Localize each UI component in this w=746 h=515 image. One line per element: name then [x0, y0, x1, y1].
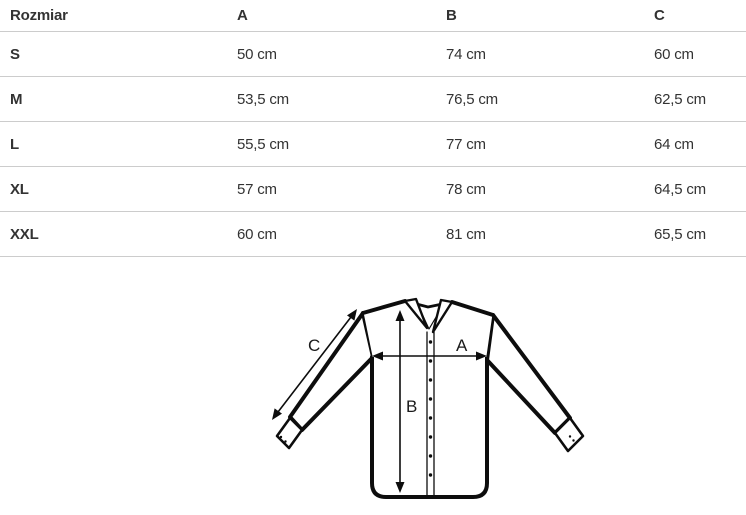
- value-a: 55,5 cm: [227, 122, 436, 167]
- header-b: B: [436, 0, 644, 32]
- value-c: 64 cm: [644, 122, 746, 167]
- value-b: 81 cm: [436, 212, 644, 257]
- value-b: 77 cm: [436, 122, 644, 167]
- value-b: 74 cm: [436, 32, 644, 77]
- size-label: XL: [0, 167, 227, 212]
- right-cuff-button: [569, 435, 571, 437]
- header-c: C: [644, 0, 746, 32]
- value-c: 65,5 cm: [644, 212, 746, 257]
- value-a: 53,5 cm: [227, 77, 436, 122]
- size-table: [0, 0, 746, 257]
- size-label: S: [0, 32, 227, 77]
- value-a: 57 cm: [227, 167, 436, 212]
- table-row-s: [0, 32, 746, 77]
- left-sleeve: [290, 313, 373, 430]
- header-rozmiar: Rozmiar: [0, 0, 227, 32]
- size-label: L: [0, 122, 227, 167]
- shirt-measurement-diagram: [250, 285, 610, 515]
- left-cuff-button: [284, 440, 286, 442]
- size-label: XXL: [0, 212, 227, 257]
- label-b: B: [406, 397, 418, 416]
- label-a: A: [456, 336, 468, 355]
- header-row: [0, 0, 746, 32]
- size-label: M: [0, 77, 227, 122]
- table-row-m: [0, 77, 746, 122]
- right-cuff-button: [572, 439, 574, 441]
- value-a: 60 cm: [227, 212, 436, 257]
- left-cuff-button: [280, 436, 282, 438]
- table-row-xl: [0, 167, 746, 212]
- size-table-header: [0, 0, 746, 32]
- value-c: 64,5 cm: [644, 167, 746, 212]
- table-row-xxl: [0, 212, 746, 257]
- right-sleeve: [487, 315, 570, 433]
- header-a: A: [227, 0, 436, 32]
- shirt-diagram-svg: [250, 285, 610, 515]
- value-b: 78 cm: [436, 167, 644, 212]
- label-c: C: [308, 336, 321, 355]
- value-c: 62,5 cm: [644, 77, 746, 122]
- value-b: 76,5 cm: [436, 77, 644, 122]
- table-row-l: [0, 122, 746, 167]
- value-a: 50 cm: [227, 32, 436, 77]
- size-table-body: [0, 32, 746, 257]
- value-c: 60 cm: [644, 32, 746, 77]
